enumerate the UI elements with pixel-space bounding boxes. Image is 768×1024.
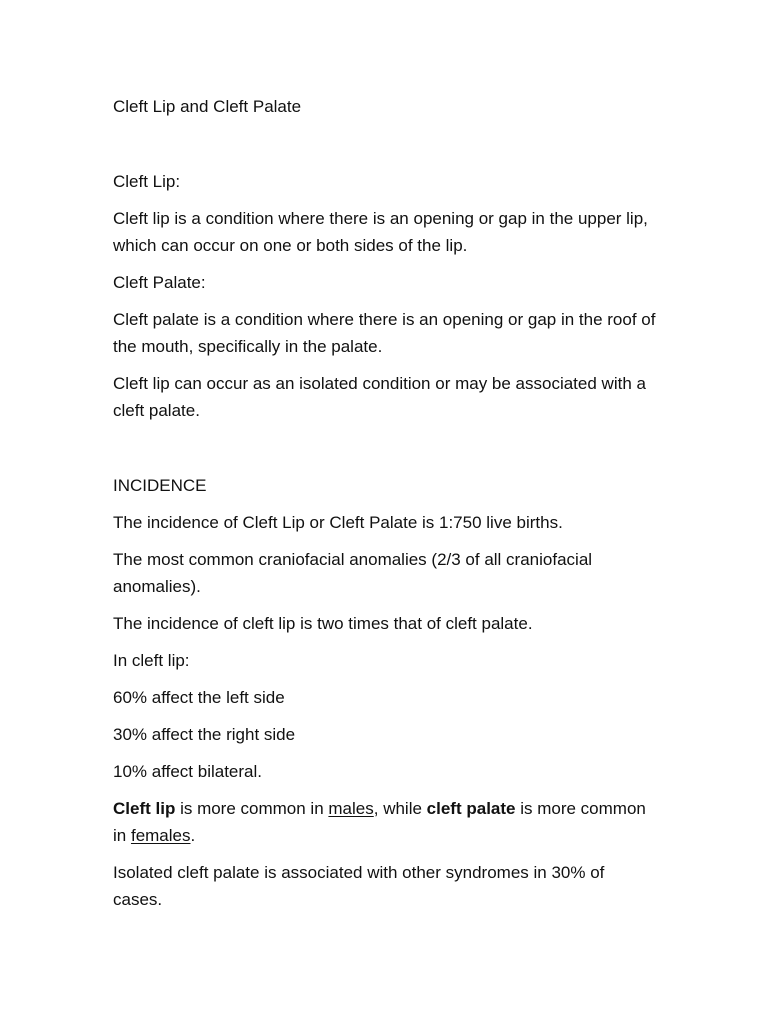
cleft-lip-heading: Cleft Lip: (113, 172, 181, 191)
document-body (113, 93, 658, 913)
ratio-paragraph: The incidence of cleft lip is two times that of cleft palate. (113, 614, 533, 633)
cleft-palate-definition: Cleft palate is a condition where there is an opening or gap in the roof of the mouth, specifically in the palate. (113, 310, 656, 356)
gender-text-1: is more common in (175, 799, 329, 818)
in-cleft-lip-label: In cleft lip: (113, 651, 190, 670)
cleft-lip-bold: Cleft lip (113, 799, 176, 818)
document-title: Cleft Lip and Cleft Palate (113, 97, 302, 116)
most-common-paragraph: The most common craniofacial anomalies (2/3 of all craniofacial anomalies). (113, 550, 593, 596)
cleft-palate-bold: cleft palate (426, 799, 516, 818)
gender-paragraph (113, 795, 658, 849)
gender-text-3: is more common in (113, 799, 646, 845)
right-side-stat: 30% affect the right side (113, 725, 296, 744)
left-side-stat: 60% affect the left side (113, 688, 285, 707)
gender-text-4: . (190, 826, 196, 845)
association-paragraph: Cleft lip can occur as an isolated condition or may be associated with a cleft palate. (113, 374, 646, 420)
syndromes-paragraph: Isolated cleft palate is associated with other syndromes in 30% of cases. (113, 863, 605, 909)
males-underlined: males (328, 799, 374, 818)
gender-text-2: , while (373, 799, 427, 818)
incidence-rate: The incidence of Cleft Lip or Cleft Palate is 1:750 live births. (113, 513, 563, 532)
incidence-heading: INCIDENCE (113, 476, 207, 495)
cleft-lip-definition: Cleft lip is a condition where there is an opening or gap in the upper lip, which can occur on one or both sides of the lip. (113, 209, 648, 255)
cleft-palate-heading: Cleft Palate: (113, 273, 206, 292)
females-underlined: females (130, 826, 191, 845)
bilateral-stat: 10% affect bilateral. (113, 762, 262, 781)
